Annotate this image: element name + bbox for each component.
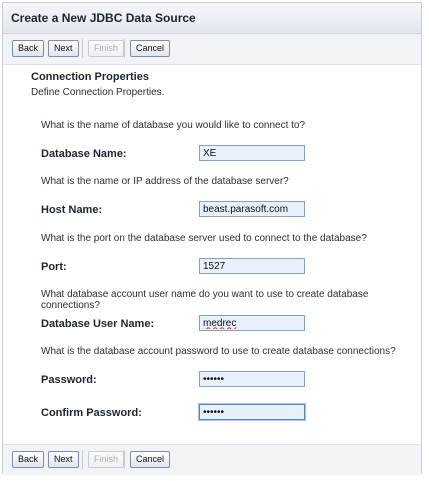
next-button-bottom[interactable]: Next xyxy=(48,451,79,468)
back-button-top[interactable]: Back xyxy=(12,40,44,57)
port-label: Port: xyxy=(41,261,67,273)
port-question: What is the port on the database server used to connect to the database? xyxy=(41,233,367,244)
next-button-top[interactable]: Next xyxy=(48,40,79,57)
button-separator xyxy=(124,450,125,469)
button-separator xyxy=(82,450,83,469)
password-question: What is the database account password to use to create database connections? xyxy=(41,346,396,357)
confirm-password-input[interactable] xyxy=(199,404,305,420)
user-name-question: What database account user name do you want to use to create database connections? xyxy=(41,289,369,311)
finish-button-top[interactable]: Finish xyxy=(88,40,124,57)
password-input[interactable] xyxy=(199,371,305,387)
password-label: Password: xyxy=(41,374,97,386)
section-subtitle: Define Connection Properties. xyxy=(31,87,165,98)
top-button-bar xyxy=(3,34,421,65)
confirm-password-label: Confirm Password: xyxy=(41,407,142,419)
database-name-label: Database Name: xyxy=(41,148,127,160)
port-input[interactable] xyxy=(199,258,305,274)
back-button-bottom[interactable]: Back xyxy=(12,451,44,468)
jdbc-data-source-dialog xyxy=(2,2,422,474)
host-name-question: What is the name or IP address of the database server? xyxy=(41,176,289,187)
finish-button-bottom[interactable]: Finish xyxy=(88,451,124,468)
host-name-input[interactable] xyxy=(199,201,305,217)
bottom-button-bar xyxy=(3,444,421,475)
database-name-input[interactable] xyxy=(199,145,305,161)
database-name-question: What is the name of database you would like to connect to? xyxy=(41,120,306,131)
cancel-button-bottom[interactable]: Cancel xyxy=(130,451,170,468)
dialog-title-bar xyxy=(3,3,421,34)
dialog-title: Create a New JDBC Data Source xyxy=(11,11,196,25)
button-separator xyxy=(124,39,125,58)
user-name-label: Database User Name: xyxy=(41,318,155,330)
host-name-label: Host Name: xyxy=(41,204,103,216)
cancel-button-top[interactable]: Cancel xyxy=(130,40,170,57)
button-separator xyxy=(82,39,83,58)
user-name-input[interactable] xyxy=(199,315,305,331)
section-title: Connection Properties xyxy=(31,71,149,83)
